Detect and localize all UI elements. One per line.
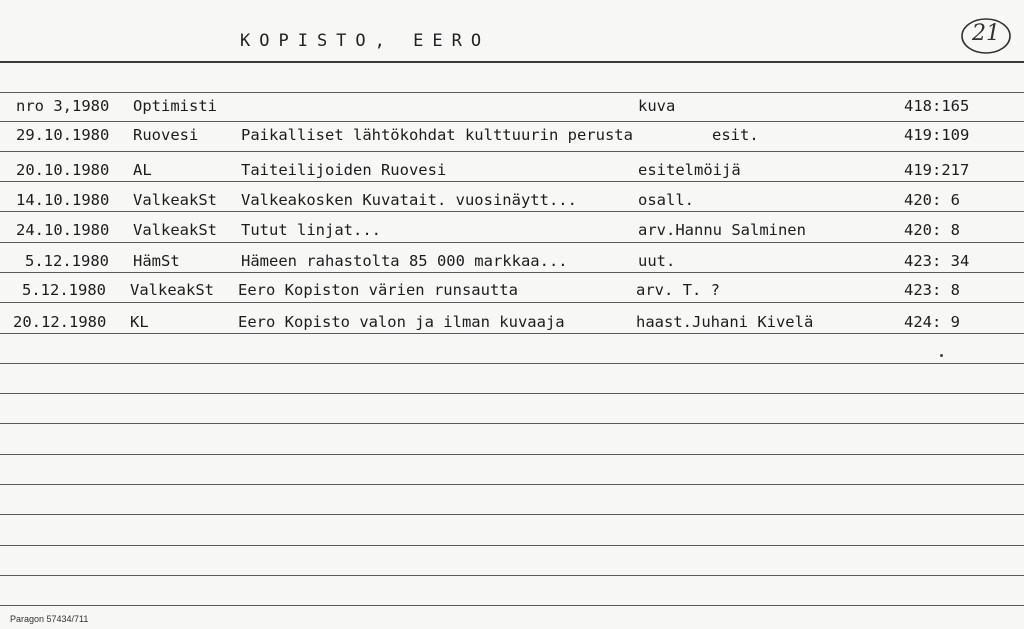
entry-row [0,252,1024,276]
entry-date: 20.12.1980 [13,313,107,331]
entry-ref: 420: 6 [904,191,960,209]
card-line [0,545,1024,546]
entry-title: Taiteilijoiden Ruovesi [241,161,447,179]
entry-date: 5.12.1980 [22,281,106,299]
card-line [0,393,1024,394]
entry-source: ValkeakSt [133,221,217,239]
entry-type: osall. [638,191,694,209]
entry-ref: 419:217 [904,161,970,179]
entry-ref: 419:109 [904,126,970,144]
entry-date: 5.12.1980 [25,252,109,270]
entry-row [0,97,1024,121]
card-line [0,575,1024,576]
entry-type: esit. [712,126,759,144]
card-line [0,484,1024,485]
entry-date: 29.10.1980 [16,126,110,144]
entry-row [0,191,1024,215]
entry-title: Tutut linjat... [241,221,381,239]
card-line [0,423,1024,424]
entry-source: AL [133,161,152,179]
entry-row [0,126,1024,150]
entry-type: uut. [638,252,676,270]
entry-type: arv. T. ? [636,281,720,299]
footer-printer-mark: Paragon 57434/711 [10,614,89,624]
page-number-value: 21 [972,21,1000,46]
entry-date: 24.10.1980 [16,221,110,239]
card-line [0,363,1024,364]
entry-type: esitelmöijä [638,161,741,179]
entry-source: Optimisti [133,97,217,115]
entry-type: haast.Juhani Kivelä [636,313,814,331]
ink-dot [940,354,943,357]
card-line [0,605,1024,606]
card-line [0,454,1024,455]
entry-row [0,281,1024,305]
header-rule [0,61,1024,63]
entry-date: 14.10.1980 [16,191,110,209]
card-line [0,514,1024,515]
entry-ref: 424: 9 [904,313,960,331]
entry-date: 20.10.1980 [16,161,110,179]
card-line [0,92,1024,93]
entry-ref: 423: 34 [904,252,970,270]
entry-title: Valkeakosken Kuvatait. vuosinäytt... [241,191,577,209]
entry-title: Paikalliset lähtökohdat kulttuurin perusta [241,126,633,144]
entry-source: KL [130,313,149,331]
card-title: KOPISTO, EERO [240,31,491,51]
card-line [0,121,1024,122]
entry-row [0,313,1024,337]
entry-type: arv.Hannu Salminen [638,221,806,239]
entry-title: Hämeen rahastolta 85 000 markkaa... [241,252,568,270]
entry-date: nro 3,1980 [16,97,110,115]
card-line [0,151,1024,152]
entry-source: HämSt [133,252,180,270]
entry-source: ValkeakSt [133,191,217,209]
entry-ref: 420: 8 [904,221,960,239]
entry-source: Ruovesi [133,126,199,144]
entry-type: kuva [638,97,676,115]
entry-source: ValkeakSt [130,281,214,299]
entry-row [0,221,1024,245]
entry-title: Eero Kopiston värien runsautta [238,281,518,299]
entry-ref: 423: 8 [904,281,960,299]
page-number [960,17,1012,55]
entry-ref: 418:165 [904,97,970,115]
entry-title: Eero Kopisto valon ja ilman kuvaaja [238,313,565,331]
entry-row [0,161,1024,185]
